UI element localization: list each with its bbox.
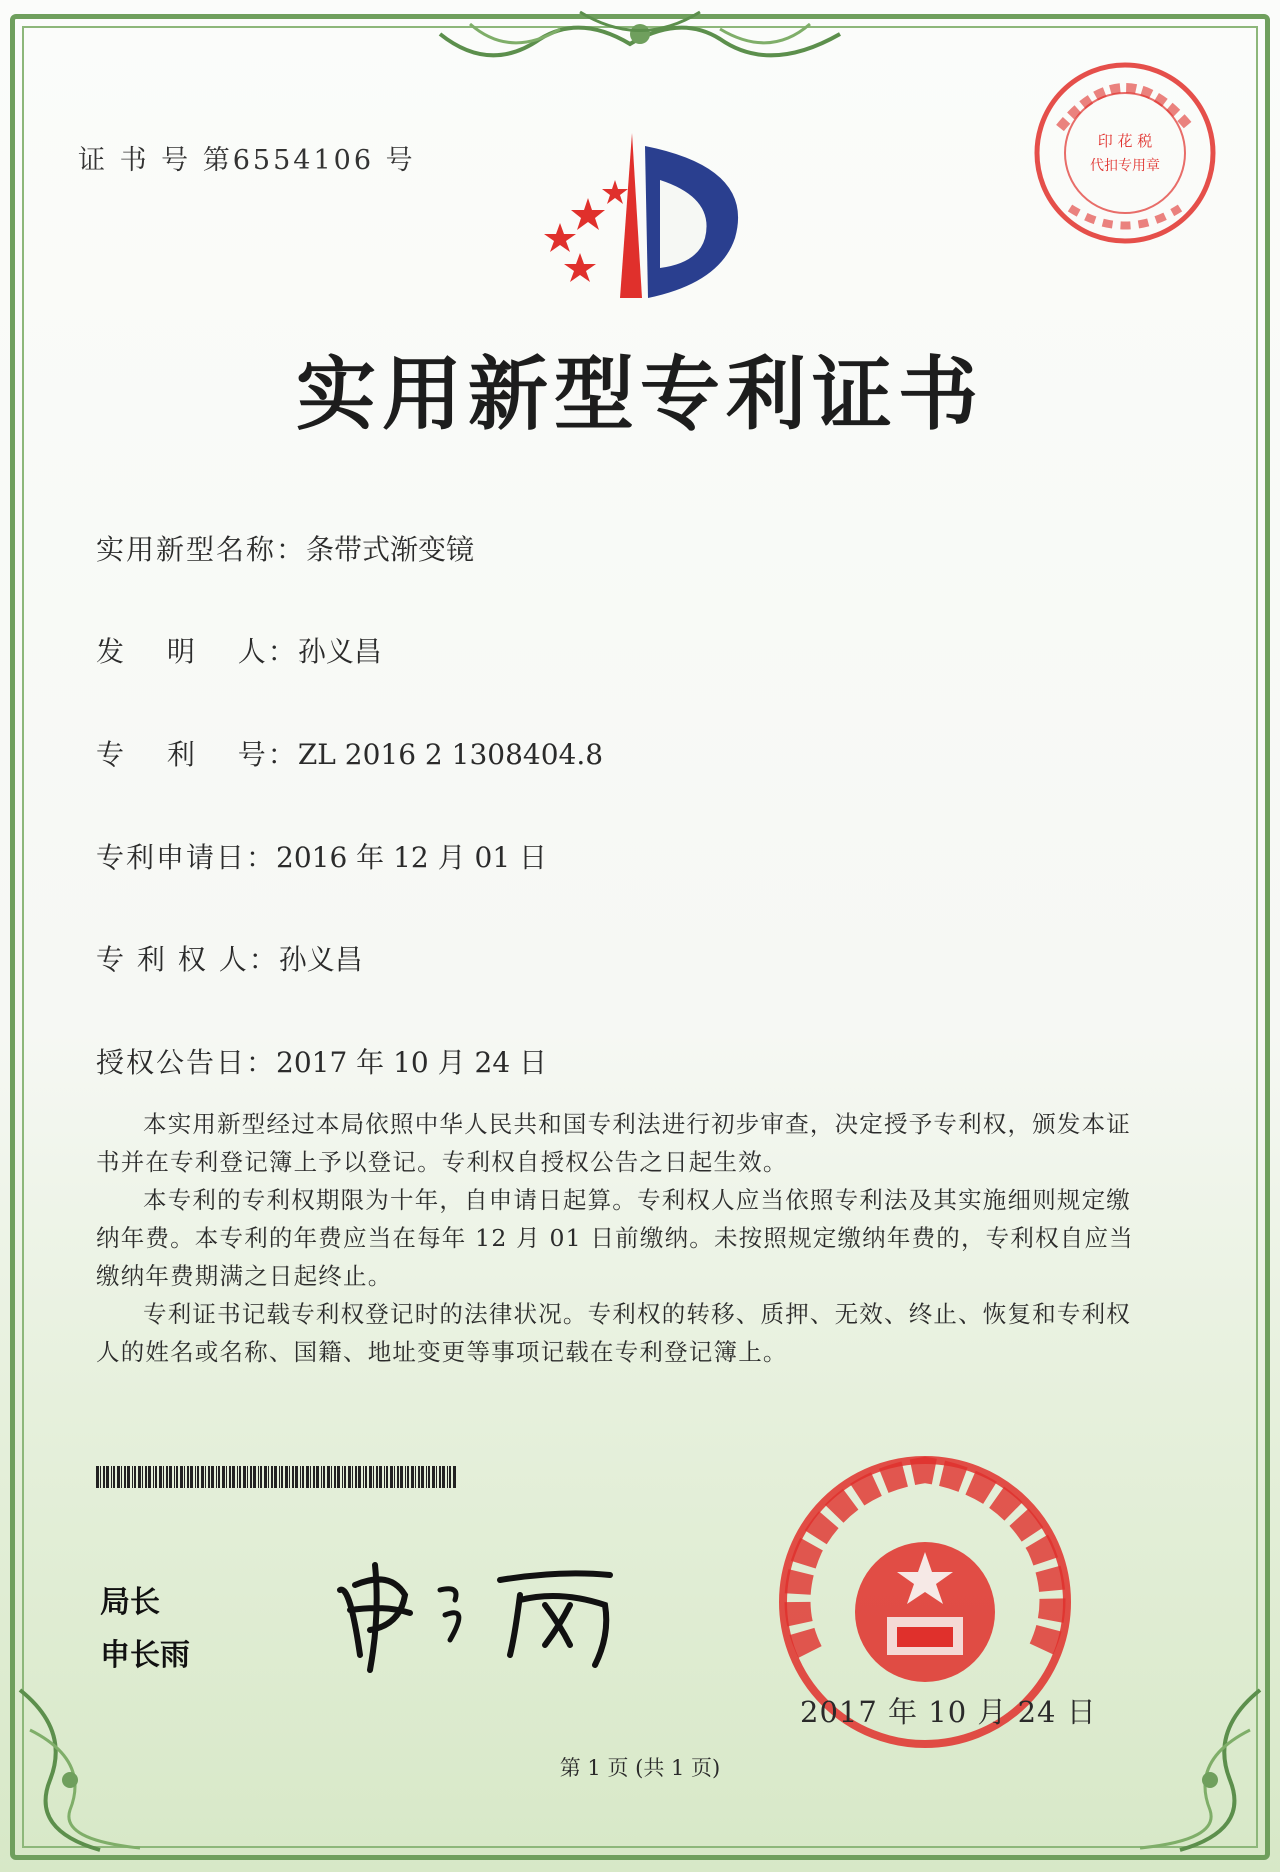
field-label: 专 利 权 人： xyxy=(96,943,279,976)
barcode-bar xyxy=(243,1466,246,1488)
barcode-bar xyxy=(334,1466,336,1488)
barcode-bar xyxy=(323,1466,325,1488)
barcode-bar xyxy=(442,1466,445,1488)
barcode-bar xyxy=(166,1466,168,1488)
barcode-bar xyxy=(405,1466,406,1488)
barcode-bar xyxy=(337,1466,340,1488)
barcode-bar xyxy=(418,1466,420,1488)
barcode-bar xyxy=(439,1466,441,1488)
field-label: 发 明 人： xyxy=(96,635,298,668)
barcode-bar xyxy=(121,1466,122,1488)
inventor-row xyxy=(96,630,382,670)
barcode-bar xyxy=(397,1466,399,1488)
barcode-bar xyxy=(352,1466,353,1488)
barcode-bar xyxy=(274,1466,277,1488)
barcode-bar xyxy=(379,1466,382,1488)
barcode-bar xyxy=(268,1466,269,1488)
barcode-bar xyxy=(163,1466,164,1488)
field-label: 专利申请日： xyxy=(96,841,277,874)
barcode-bar xyxy=(436,1466,437,1488)
certificate-body xyxy=(96,1105,1141,1371)
barcode-bar xyxy=(310,1466,311,1488)
barcode-bar xyxy=(250,1466,252,1488)
field-value: 条带式渐变镜 xyxy=(306,533,475,566)
barcode-bar xyxy=(124,1466,126,1488)
barcode-bar xyxy=(132,1466,133,1488)
barcode-bar xyxy=(237,1466,238,1488)
barcode-bar xyxy=(211,1466,214,1488)
issue-date: 2017 年 10 月 24 日 xyxy=(800,1695,1097,1729)
barcode-bar xyxy=(100,1466,101,1488)
barcode-bar xyxy=(216,1466,217,1488)
barcode-bar xyxy=(306,1466,309,1488)
barcode-bar xyxy=(103,1466,105,1488)
barcode-bar xyxy=(292,1466,294,1488)
barcode-bar xyxy=(271,1466,273,1488)
patentee-row xyxy=(96,938,363,978)
barcode-bar xyxy=(302,1466,304,1488)
field-label: 实用新型名称： xyxy=(96,533,307,566)
barcode-bar xyxy=(176,1466,178,1488)
barcode-bar xyxy=(376,1466,378,1488)
barcode-bar xyxy=(428,1466,430,1488)
barcode-bar xyxy=(260,1466,262,1488)
barcode-bar xyxy=(281,1466,283,1488)
barcode-bar xyxy=(111,1466,112,1488)
svg-text:印 花 税: 印 花 税 xyxy=(1097,132,1153,150)
barcode-bar xyxy=(113,1466,115,1488)
field-value: 孙义昌 xyxy=(278,943,363,976)
barcode-bar xyxy=(384,1466,385,1488)
barcode-bar xyxy=(142,1466,143,1488)
barcode-bar xyxy=(180,1466,183,1488)
barcode-bar xyxy=(190,1466,193,1488)
barcode-bar xyxy=(327,1466,330,1488)
application-date-row xyxy=(96,836,547,876)
barcode-bar xyxy=(426,1466,427,1488)
barcode-bar xyxy=(344,1466,346,1488)
barcode-bar xyxy=(239,1466,241,1488)
body-paragraph: 本实用新型经过本局依照中华人民共和国专利法进行初步审查，决定授予专利权，颁发本证书并在专利登记簿上予以登记。专利权自授权公告之日起生效。 xyxy=(96,1110,1131,1176)
barcode-bar xyxy=(184,1466,185,1488)
barcode-bar xyxy=(169,1466,172,1488)
barcode-bar xyxy=(289,1466,290,1488)
barcode-bar xyxy=(153,1466,154,1488)
barcode-bar xyxy=(411,1466,414,1488)
barcode-bar xyxy=(229,1466,231,1488)
barcode-bar xyxy=(358,1466,361,1488)
barcode-bar xyxy=(285,1466,288,1488)
utility-model-name-row xyxy=(96,528,474,568)
barcode-bar xyxy=(247,1466,248,1488)
field-value: 孙义昌 xyxy=(297,635,382,668)
barcode-bar xyxy=(197,1466,199,1488)
barcode-bar xyxy=(258,1466,259,1488)
barcode-bar xyxy=(218,1466,220,1488)
barcode-bar xyxy=(407,1466,409,1488)
svg-text:代扣专用章: 代扣专用章 xyxy=(1090,158,1160,174)
barcode-bar xyxy=(295,1466,298,1488)
barcode-bar xyxy=(300,1466,301,1488)
barcode-bar xyxy=(390,1466,393,1488)
barcode-bar xyxy=(138,1466,141,1488)
body-paragraph: 本专利的专利权期限为十年，自申请日起算。专利权人应当依照专利法及其实施细则规定缴纳年费。本专利的年费应当在每年 12 月 01 日前缴纳。未按照规定缴纳年费的，专利权自应当缴纳年费期满之日起终止。 xyxy=(96,1186,1134,1290)
barcode-bar xyxy=(279,1466,280,1488)
barcode-bar xyxy=(415,1466,416,1488)
barcode-bar xyxy=(373,1466,374,1488)
barcode-bar xyxy=(394,1466,395,1488)
director-name: 申长雨 xyxy=(100,1638,190,1673)
director-signature xyxy=(330,1545,630,1675)
director-title: 局长 xyxy=(100,1585,160,1620)
barcode-bar xyxy=(117,1466,120,1488)
barcode-bar xyxy=(148,1466,151,1488)
barcode-bar xyxy=(205,1466,206,1488)
barcode-bar xyxy=(208,1466,210,1488)
barcode-bar xyxy=(432,1466,435,1488)
barcode-bar xyxy=(400,1466,403,1488)
barcode-bar xyxy=(321,1466,322,1488)
barcode-bar xyxy=(127,1466,130,1488)
barcode-bar xyxy=(421,1466,424,1488)
barcode-bar xyxy=(447,1466,448,1488)
field-label: 专 利 号： xyxy=(96,738,298,771)
barcode-bar xyxy=(195,1466,196,1488)
barcode-bar xyxy=(222,1466,225,1488)
barcode-bar xyxy=(264,1466,267,1488)
barcode-bar xyxy=(201,1466,204,1488)
cnipa-logo xyxy=(520,128,780,308)
barcode-bar xyxy=(348,1466,351,1488)
barcode-bar xyxy=(134,1466,136,1488)
barcode-bar xyxy=(155,1466,157,1488)
barcode-bar xyxy=(226,1466,227,1488)
barcode-bar xyxy=(316,1466,319,1488)
barcode-bar xyxy=(313,1466,315,1488)
barcode-bar xyxy=(331,1466,332,1488)
page-footer: 第 1 页 (共 1 页) xyxy=(559,1756,721,1780)
barcode-bar xyxy=(369,1466,372,1488)
barcode-bar xyxy=(453,1466,456,1488)
barcode-bar xyxy=(355,1466,357,1488)
barcode-bar xyxy=(159,1466,162,1488)
barcode-bar xyxy=(363,1466,364,1488)
barcode-bar xyxy=(106,1466,109,1488)
barcode-bar xyxy=(174,1466,175,1488)
field-value: 2017 年 10 月 24 日 xyxy=(276,1046,548,1079)
field-value: ZL 2016 2 1308404.8 xyxy=(297,738,604,771)
body-paragraph: 专利证书记载专利权登记时的法律状况。专利权的转移、质押、无效、终止、恢复和专利权人的姓名或名称、国籍、地址变更等事项记载在专利登记簿上。 xyxy=(96,1300,1131,1366)
certificate-title: 实用新型专利证书 xyxy=(296,347,984,441)
field-value: 2016 年 12 月 01 日 xyxy=(276,841,548,874)
barcode-bar xyxy=(342,1466,343,1488)
top-ornament xyxy=(430,4,850,84)
barcode-bar xyxy=(386,1466,388,1488)
barcode-bar xyxy=(449,1466,451,1488)
barcode-bar xyxy=(253,1466,256,1488)
barcode-bar xyxy=(96,1466,99,1488)
certificate-number: 证 书 号 第6554106 号 xyxy=(78,145,416,176)
barcode-bar xyxy=(232,1466,235,1488)
tax-stamp-seal xyxy=(1030,58,1220,248)
grant-date-row xyxy=(96,1041,547,1081)
field-label: 授权公告日： xyxy=(96,1046,277,1079)
patent-number-row xyxy=(96,733,603,773)
barcode-bar xyxy=(187,1466,189,1488)
barcode-bar xyxy=(145,1466,147,1488)
barcode xyxy=(96,1466,458,1488)
barcode-bar xyxy=(365,1466,367,1488)
